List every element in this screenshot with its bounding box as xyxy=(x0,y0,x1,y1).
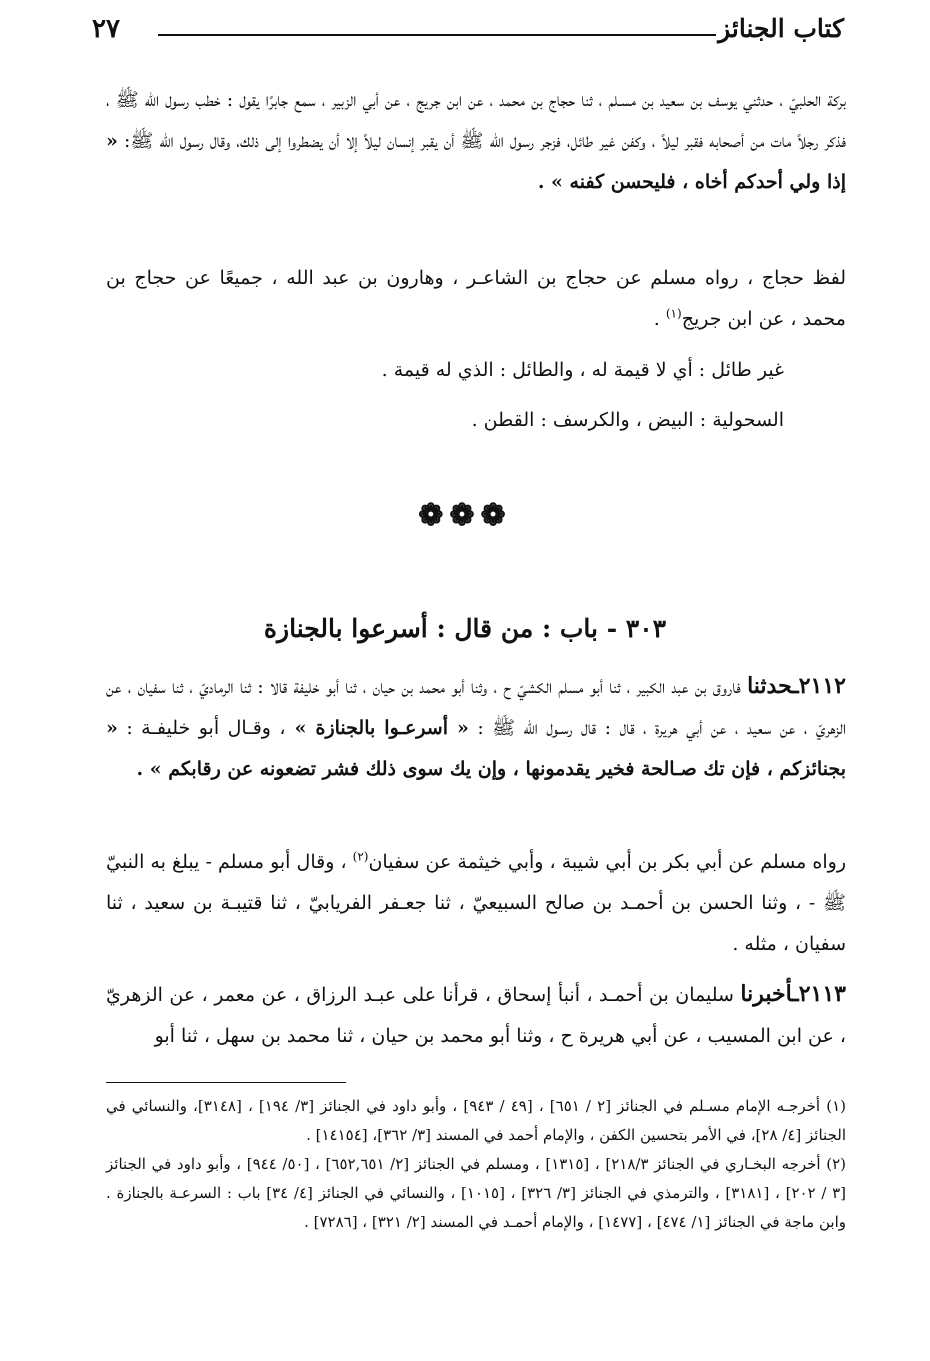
paragraph-2 xyxy=(106,258,846,340)
paragraph-1-quote: « إذا ولي أحدكم أخاه ، فليحسن كفنه » . xyxy=(106,130,846,193)
footnote-ref-2: (٢) xyxy=(352,849,369,864)
footnotes xyxy=(106,1092,846,1237)
hadith-number: ٢١١٣ـأخبرنا xyxy=(740,981,846,1007)
hadith-quote-1: « أسرعـوا بالجنازة » xyxy=(285,717,469,739)
footnote-2: (٢) أخرجه البخـاري في الجنائز ٢١٨/٣] ، [١٣١٥] ، ومسلم في الجنائز [٢/ ٦٥٢,٦٥١] ، [٥٠/ ٩٤٤] ، وأبو داود في الجنائز [٣ / ٢٠٢] ، [٣١٨١] ، والترمذي في الجنائز [٣/ ٣٢٦] ، [١٠١٥] ، والنسائي في الجنائز [٤/ ٣٤] باب : السرعـة بالجنازة . وابن ماجة في الجنائز [١/ ٤٧٤] ، [١٤٧٧] ، والإمام أحمـد في المسند [٢/ ٣٢١] ، [٧٢٨٦] . xyxy=(106,1155,846,1231)
paragraph-1-text: بركة الحلبيّ ، حدثني يوسف بن سعيد بن مسـلم ، ثنا حجاج بن محمد ، عن ابن جريج ، عن أبي الزبير ، سمع جابرًا يقول : خطب رسول الله ﷺ ، فذكر رجلاً مات من أصحابه فقبر ليلاً ، وكفن غير طائل، فزجر رسول الله ﷺ أن يقبر إنسان ليلاً إلا أن يضطروا إلى ذلك، وقال رسول الله ﷺ: xyxy=(106,89,846,152)
page-number: ٢٧ xyxy=(92,14,120,44)
definition-2: السحولية : البيض ، والكرسف : القطن . xyxy=(471,409,784,431)
footnote-1: (١) أخرجـه الإمام مسـلم في الجنائز [٢ / ٦٥١] ، [٤٩ / ٩٤٣] ، وأبو داود في الجنائز [٣/ ١٩٤] ، [٣١٤٨]، والنسائي في الجنائز [٤/ ٢٨]، في الأمر بتحسين الكفن ، والإمام أحمد في المسند [٣/ ٣٦٢]، [١٤١٥٤] . xyxy=(106,1097,846,1144)
hadith-number: ٢١١٢ـحدثنا xyxy=(747,673,846,699)
paragraph-3-text-1: رواه مسلم عن أبي بكر بن أبي شيبة ، وأبي خيثمة عن سفيان xyxy=(368,851,846,873)
header-rule xyxy=(158,34,716,36)
hadith-quote-2: « بجنائزكم ، فإن تك صـالحة فخير يقدمونها ، وإن يك سوى ذلك فشر تضعونه عن رقابكم » . xyxy=(106,717,846,780)
paragraph-1 xyxy=(106,80,846,203)
footnote-ref-1: (١) xyxy=(665,306,682,321)
paragraph-2-end: . xyxy=(653,308,666,330)
page-header xyxy=(92,14,844,54)
section-separator: ❁❁❁ xyxy=(418,498,512,533)
chapter-title: ٣٠٣ - باب : من قال : أسرعوا بالجنازة xyxy=(263,614,667,643)
paragraph-3 xyxy=(106,842,846,965)
hadith-text: سليمان بن أحمـد ، أنبأ إسحاق ، قرأنا على عبـد الرزاق ، عن معمر ، عن الزهريّ ، عن ابن المسيب ، عن أبي هريرة ح ، وثنا أبو محمد بن حيان ، ثنا محمد بن سهل ، ثنا أبو xyxy=(106,984,846,1047)
hadith-2112 xyxy=(106,666,846,790)
paragraph-3-text-2: ، وقال أبو مسلم - يبلغ به النبيّ ﷺ - ، وثنا الحسن بن أحمـد بن صالح السبيعيّ ، ثنا جعـفر الفريابيّ ، ثنا قتيبـة بن سعيد ، ثنا سفيان ، مثله . xyxy=(106,851,846,955)
book-title: كتاب الجنائز xyxy=(718,14,844,43)
hadith-text-2: ، وقـال أبو خليفـة : xyxy=(117,717,286,739)
hadith-text-1: فاروق بن عبد الكبير ، ثنا أبو مسلم الكشيّ ح ، وثنا أبو محمد بن حيان ، ثنا أبو خليفة قالا : ثنا الرماديّ ، ثنا سفيان ، عن الزهريّ ، عن سعيد ، عن أبي هريرة ، قال : قال رسـول الله ﷺ : xyxy=(106,676,846,739)
paragraph-2-text: لفظ حجاج ، رواه مسلم عن حجاج بن الشاعـر ، وهارون بن عبد الله ، جميعًا عن حجاج بن محمد ، عن ابن جريج xyxy=(106,267,846,330)
hadith-2113 xyxy=(106,974,846,1057)
definition-1: غير طائل : أي لا قيمة له ، والطائل : الذي له قيمة . xyxy=(381,359,784,381)
footnote-rule xyxy=(106,1082,346,1083)
